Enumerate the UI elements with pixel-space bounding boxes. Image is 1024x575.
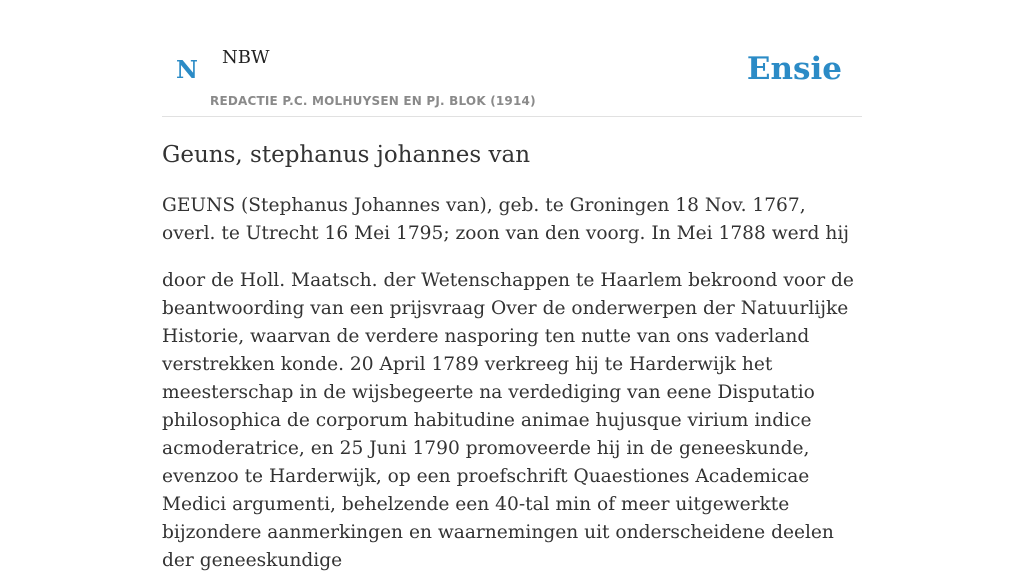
brand-logo[interactable]: Ensie [746, 51, 842, 87]
article-paragraph-body: door de Holl. Maatsch. der Wetenschappen te Haarlem bekroond voor de beantwoording van een prijsvraag Over de onderwerpen der Natuurlijke Historie, waarvan de verdere nasporing ten nutte van ons vaderland verstrekken konde. 20 April 1789 verkreeg hij te Harderwijk het meesterschap in de wijsbegeerte na verdediging van eene Disputatio philosophica de corporum habitudine animae hujusque virium indice acmoderatrice, en 25 Juni 1790 promoveerde hij in de geneeskunde, evenzoo te Harderwijk, op een proefschrift Quaestiones Academicae Medici argumenti, behelzende een 40-tal min of meer uitgewerkte bijzondere aanmerkingen en waarnemingen uit onderscheidene deelen der geneeskundige [162, 270, 854, 571]
article-paragraph-intro: GEUNS (Stephanus Johannes van), geb. te Groningen 18 Nov. 1767, overl. te Utrecht 16 Mei 1795; zoon van den voorg. In Mei 1788 werd hij [162, 195, 850, 244]
page-title: Geuns, stephanus johannes van [162, 142, 531, 168]
source-subtitle: REDACTIE P.C. MOLHUYSEN EN PJ. BLOK (1914) [210, 94, 536, 108]
source-logo-icon[interactable]: N [176, 55, 198, 84]
header [162, 0, 862, 117]
source-name[interactable]: NBW [222, 47, 270, 68]
